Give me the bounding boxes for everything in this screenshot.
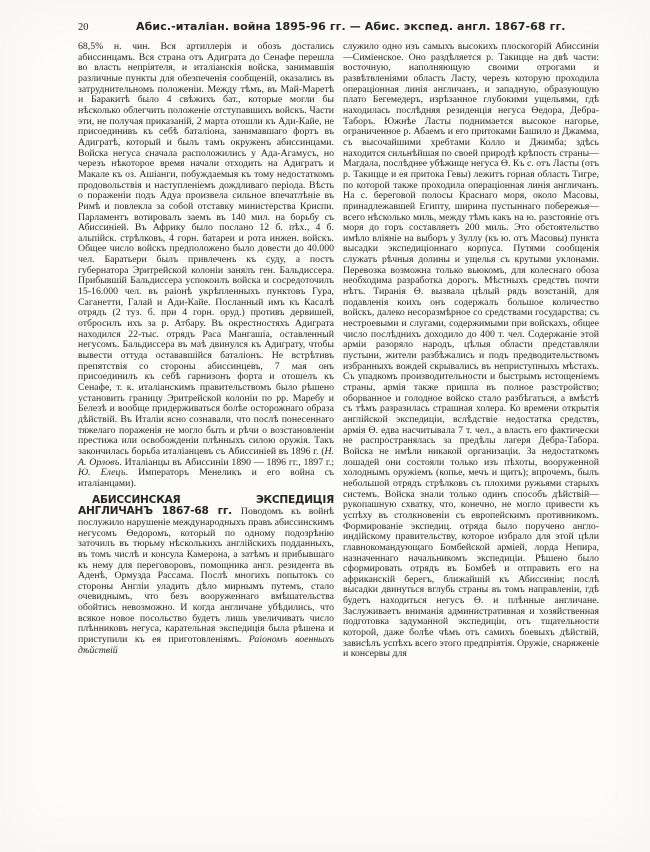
- page-number: 20: [78, 22, 89, 33]
- paragraph: [78, 42, 334, 490]
- text-segment: Поводомъ къ войнѣ послужило нарушеніе международныхъ правъ абиссинскимъ негусомъ Ѳедоромъ, который по одному подозрѣнію заточилъ въ тюрьму нѣсколькихъ англійскихъ подданныхъ, въ томъ числѣ и консула Камерона, а затѣмъ и прибывшаго къ нему для переговоровъ, помощника англ. резидента въ Аденѣ, Ормузда Рассама. Послѣ многихъ попытокъ со стороны Англіи уладить дѣло мирнымъ путемъ, стало очевиднымъ, что безъ вооруженнаго вмѣшательства обойтись невозможно. И когда англичане убѣдились, что всякое новое посольство будетъ лишь увеличивать число плѣнниковъ негуса, карательная экспедиція была рѣшена и приступили къ ея приготовленіямъ.: [78, 506, 334, 646]
- text-segment: . Императоръ Менеликъ и его война съ италіанцами).: [78, 467, 334, 489]
- text-columns: [78, 42, 599, 660]
- text-segment: Раіономъ военныхъ дѣйствій: [78, 634, 334, 656]
- right-column: [343, 42, 599, 660]
- text-segment: служило одно изъ самыхъ высокихъ плоскогорій Абиссиніи—Симіенское. Оно раздѣляется р. Такицце на двѣ части: восточную, наполняющую своими отрогами и развѣтвленіями область Ласту, черезъ которую проходила операціонная линія англичанъ, и западную, образующую плато Бегемедеръ, изрѣзанное глубокими ущельями, гдѣ находилась послѣдняя резиденція негуса Ѳедора, Дебра-Таборъ. Южнѣе Ласты поднимается высокое нагорье, ограниченное р. Абаемъ и его притоками Башило и Джамма, съ высочайшими хребтами Колло и Джимба; здѣсь находится сильнѣйшая по своей природѣ крѣпость страны—Магдала, послѣднее убѣжище негуса Ѳ. Къ с. отъ Ласты (отъ р. Такицце и ея притока Гевы) лежитъ горная область Тигре, по которой также проходила операціонная линія англичанъ. На с. береговой полосы Краснаго моря, около Масовы, принадлежавшей Египту, ширина пустыннаго побережья—всего нѣсколько миль, между тѣмъ какъ на ю. разстояніе отъ моря до горъ составляетъ 200 миль. Это обстоятельство имѣло вліяніе на выборъ у Зуллу (къ ю. отъ Масовы) пункта высадки экспедиціоннаго корпуса. Путями сообщенія служатъ рѣчныя долины и ущелья съ крутыми уклонами. Перевозка возможна только вьюкомъ, для колеснаго обоза необходима разработка дорогъ. Мѣстныхъ средствъ почти нѣтъ. Тиранія Ѳ. вызвала цѣлый рядъ возстаній, для подавленія коихъ онъ содержалъ большое количество войскъ, далеко несоразмѣрное со средствами государства; съ нестроевыми и слугами, содержимыми при войскахъ, общее число послѣднихъ доходило до 400 т. чел. Содержаніе этой арміи разоряло народъ, цѣлыя области представляли пустыни, жители разбѣжались и подъ предводительствомъ избранныхъ вождей скрывались въ неприступныхъ мѣстахъ. Съ упадкомъ производительности и быстрымъ истощеніемъ страны, армія также пришла въ полное разстройство; оборванное и голодное войско стало разбѣгаться, а вмѣстѣ съ тѣмъ разразилась страшная холера. Ко времени открытія англійской экспедиціи, вслѣдствіе недостатка средствъ, армія Ѳ. едва насчитывала 7 т. чел., а власть его фактически не распространялась за предѣлы лагеря Дебра-Табора. Войска не имѣли никакой организаціи. За недостаткомъ лошадей они состояли только изъ пѣхоты, вооруженной холоднымъ оружіемъ (копье, мечъ и щитъ); впрочемъ, былъ небольшой отрядъ стрѣлковъ съ плохими ружьями старыхъ системъ. Войска знали только одинъ способъ дѣйствій—рукопашную схватку, что, конечно, не могло привести къ успѣху въ столкновеніи съ европейскимъ противникомъ. Формированіе экспедиц. отряда было поручено англо-индійскому правительству, которое избрало для этой цѣли главнокомандующаго Бомбейской арміей, лорда Непира, назначеннаго начальникомъ экспедиціи. Рѣшено было сформировать отрядъ въ Бомбеѣ и отправить его на африканскій берегъ, ближайшій къ Абиссиніи; послѣ высадки двинуться вглубь страны въ томъ направленіи, гдѣ будетъ находиться негусъ Ѳ. и плѣнные англичане. Заслуживаетъ вниманія административная и хозяйственная подготовка задуманной экспедиціи, отъ тщательности которой, даже болѣе чѣмъ отъ самихъ боевыхъ дѣйствій, зависѣлъ успѣхъ всего этого предпріятія. Оружіе, снаряженіе и консервы для: [343, 41, 600, 660]
- text-segment: 68,5% н. чин. Вся артиллерія и обозъ достались абиссинцамъ. Вся страна отъ Адиграта до Сенафе перешла во власть непріятеля, и италіанскія войска, занимавшія различные пункты для обезпеченія сообщеній, оказались въ затруднительномъ положеніи. Между тѣмъ, въ Май-Маретѣ и Баракитѣ было 4 свѣжихъ бат., которые могли бы нѣсколько облегчить положеніе отступавшихъ войскъ. Части эти, не получая приказаній, 2 марта отошли къ Ади-Кайе, не присоединивъ къ себѣ баталіона, занимавшаго фортъ въ Адигратѣ, который и былъ тамъ окруженъ абиссинцами. Войска негуса сначала расположились у Ада-Агамусъ, но черезъ нѣкоторое время начали отходить на Адигратъ и Макале къ оз. Ашіанги, побуждаемыя къ тому недостаткомъ продовольствія и наступленіемъ дождливаго періода. Вѣсть о пораженіи подъ Адуа произвела сильное впечатлѣніе въ Римѣ и повлекла за собой отставку министерства Криспи. Парламентъ вотировалъ заемъ въ 140 мил. на борьбу съ Абиссиніей. Въ Африку было послано 12 б. пѣх., 4 б. альпійск. стрѣлковъ, 4 горн. батареи и рота инжен. войскъ. Общее число войскъ предположено было довести до 40.000 чел. Баратьери былъ привлеченъ къ суду, а постъ губернатора Эритрейской колоніи занялъ ген. Бальдиссера. Прибывшій Бальдиссера успокоилъ войска и сосредоточилъ 15-16.000 чел. въ раіонѣ укрѣпленныхъ пунктовъ Гура, Саганетти, Галай и Ади-Кайе. Посланный имъ къ Касалѣ отрядъ (2 туз. б. при 4 горн. оруд.) противъ дервишей, отбросилъ ихъ за р. Атбару. Въ окрестностяхъ Адиграта находился 22-тыс. отрядъ Раса Мангашіа, оставленный негусомъ. Бальдиссера въ маѣ двинулся къ Адиграту, чтобы вывести оттуда остававшійся баталіонъ. Не встрѣтивъ препятствія со стороны абиссинцевъ, 7 мая онъ присоединилъ къ себѣ гарнизонъ форта и отошелъ къ Сенафе, т. к. италіанскимъ правительствомъ было рѣшено установить границу Эритрейской колоніи по рр. Маребу и Белезѣ и вообще придерживаться болѣе осторожнаго образа дѣйствій. Въ Италіи ясно сознавали, что послѣ понесеннаго тяжелаго пораженія не могло быть и рѣчи о возстановленіи престижа или освобожденіи плѣнныхъ силою оружія. Такъ закончилась борьба италіанцевъ съ Абиссиніей въ 1896 г. (: [78, 41, 334, 457]
- page-header-title: Абис.-италіан. война 1895-96 гг. — Абис. экспед. англ. 1867-68 гг.: [136, 20, 566, 33]
- page-content: [78, 20, 599, 660]
- left-column: [78, 42, 334, 660]
- paragraph: [343, 42, 599, 660]
- running-header: [78, 20, 599, 33]
- text-segment: Ю. Елецъ: [78, 467, 126, 479]
- text-segment: Н. А. Орловъ: [78, 445, 334, 468]
- article-heading: АБИССИНСКАЯ ЭКСПЕДИЦІЯ АНГЛИЧАНЪ 1867-68 гг.: [78, 493, 334, 518]
- text-segment: . Италіанцы въ Абиссиніи 1890 — 1896 гг., 1897 г.;: [119, 456, 334, 468]
- paragraph: [78, 495, 334, 657]
